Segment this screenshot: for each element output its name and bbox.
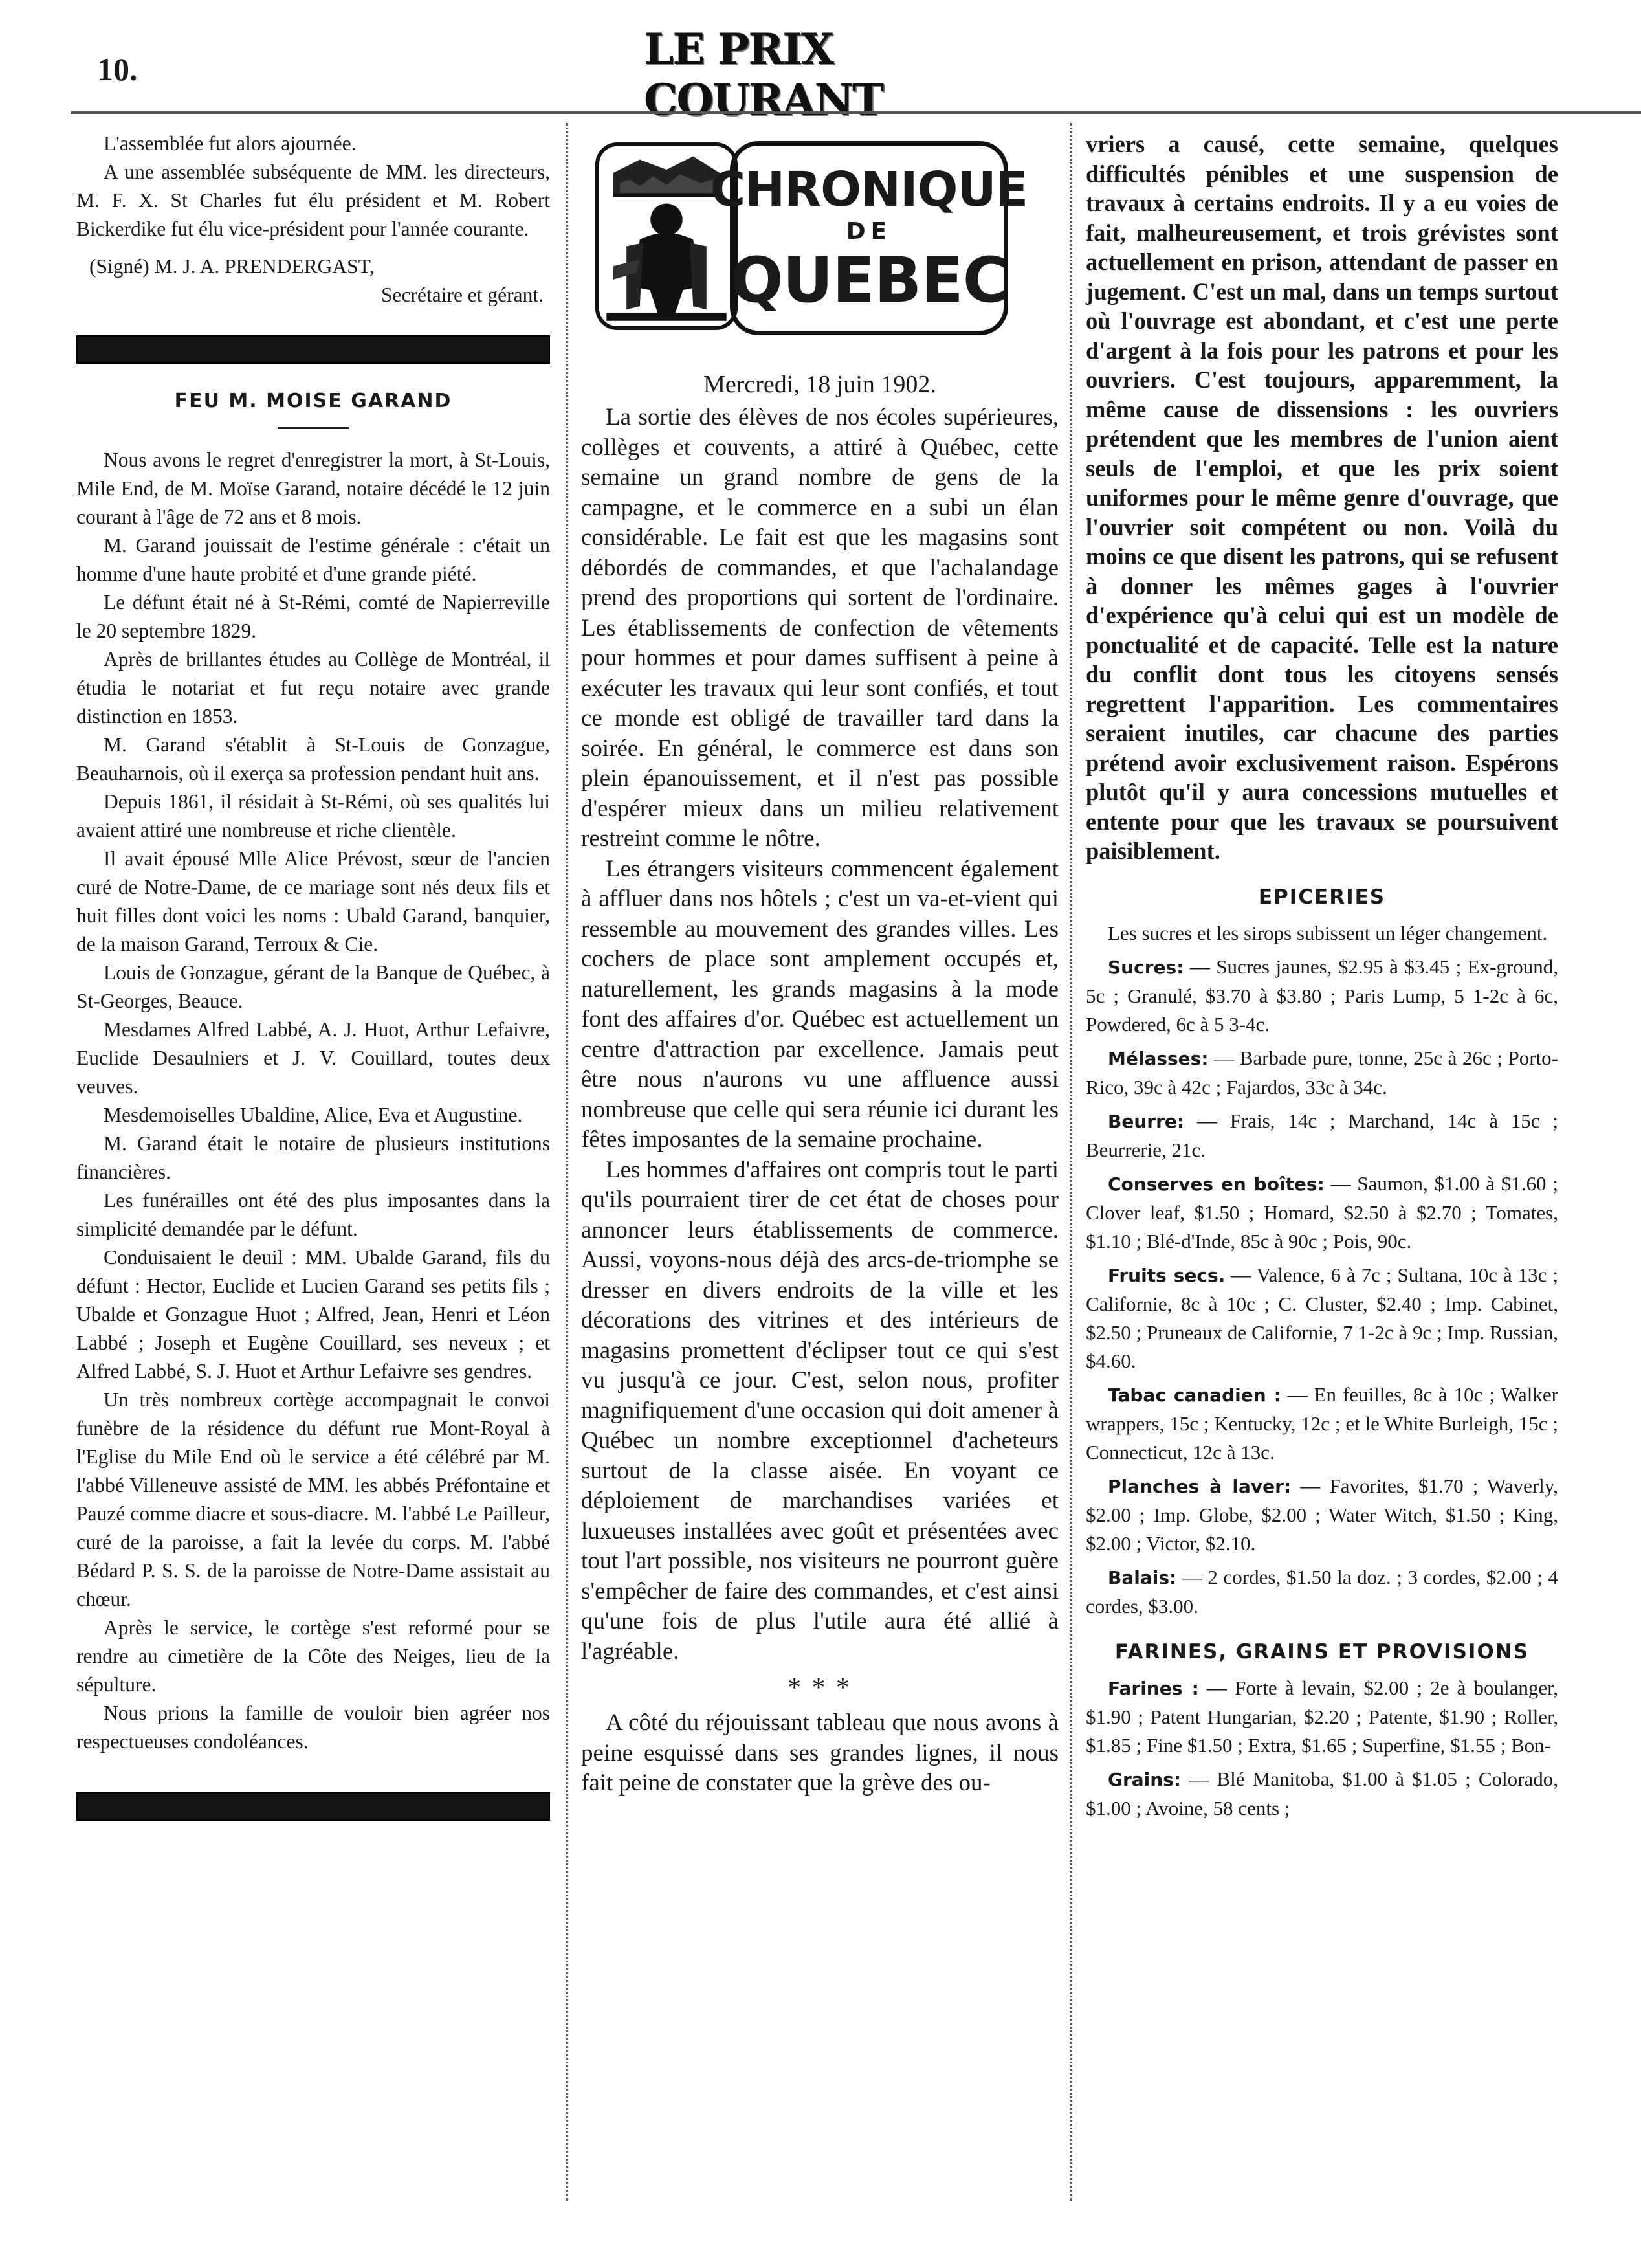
obituary-paragraph: Les funérailles ont été des plus imposantes dans la simplicité demandée par le défunt.: [76, 1189, 550, 1240]
epiceries-intro: Les sucres et les sirops subissent un léger changement.: [1108, 921, 1548, 944]
price-entry: [1086, 1674, 1558, 1760]
heading-rule: [278, 427, 349, 429]
chronique-title-line2: DE: [846, 218, 892, 245]
chronique-closing-paragraph: A côté du réjouissant tableau que nous avons à peine esquissé dans ses grandes lignes, il nous fait peine de constater que la grève des ou-: [581, 1709, 1059, 1796]
chronique-paragraph: La sortie des élèves de nos écoles supérieures, collèges et couvents, a attiré à Québec, cette semaine un grand nombre de gens de la campagne, et le commerce en a subi un élan considérable. Le fait est que les magasins sont débordés de commandes, et que l'achalandage prend des proportions qui sortent de l'ordinaire. Les établissements de confection de vêtements pour hommes et pour dames suffisent à peine à exécuter les travaux qui leur sont confiés, et tout ce monde est obligé de travailler tard dans la soirée. En général, le commerce est dans son plein épanouissement, et il n'est pas possible d'espérer mieux dans un milieu relativement restreint comme le nôtre.: [581, 404, 1059, 852]
obituary-paragraph: Conduisaient le deuil : MM. Ubalde Garand, fils du défunt : Hector, Euclide et Lucien Garand ses petits fils ; Ubalde et Gonzague Huot ; Alfred, Jean, Henri et Léon Labbé ; Joseph et Eugène Couillard, ses neveux ; et Alfred Labbé, S. J. Huot et Arthur Lefaivre ses gendres.: [76, 1246, 550, 1383]
farines-heading: FARINES, GRAINS ET PROVISIONS: [1114, 1640, 1530, 1663]
top-rule: [71, 111, 1641, 114]
chronique-paragraph: Les étrangers visiteurs commencent également à affluer dans nos hôtels ; c'est un va-et-vient qui ressemble au mouvement des grandes villes. Les cochers de place sont amplement occupés et, naturellement, les grands magasins à la mode font des affaires d'or. Québec est actuellement un centre d'attraction par excellence. Jamais peut être nous n'aurons vu une affluence aussi nombreuse que celle qui sera réunie ici durant les fêtes imposantes de la semaine prochaine.: [581, 855, 1059, 1153]
chronique-title-block: [581, 129, 1059, 343]
obituary-paragraph: M. Garand jouissait de l'estime générale : c'était un homme d'une haute probité et d'une grande piété.: [76, 534, 550, 585]
price-entry-label: Conserves en boîtes:: [1108, 1173, 1325, 1195]
price-entry: [1086, 1044, 1558, 1102]
price-entry-text: — En feuilles, 8c à 10c ; Walker wrappers, 15c ; Kentucky, 12c ; et le White Burleigh, 15c ; Connecticut, 12c à 13c.: [1086, 1383, 1559, 1463]
price-entry: [1086, 1472, 1558, 1558]
chronique-title-line3: QUEBEC: [730, 244, 1008, 317]
price-entry-label: Sucres:: [1108, 956, 1184, 978]
chronique-title-line1: CHRONIQUE: [710, 162, 1028, 217]
price-entry-text: — Blé Manitoba, $1.00 à $1.05 ; Colorado, $1.00 ; Avoine, 58 cents ;: [1086, 1767, 1558, 1819]
obituary-heading: FEU M. MOISE GARAND: [174, 390, 452, 412]
price-entry-label: Balais:: [1108, 1566, 1177, 1588]
middle-column: [581, 129, 1059, 1799]
price-entry-label: Fruits secs.: [1108, 1264, 1226, 1286]
obituary-paragraph: Un très nombreux cortège accompagnait le convoi funèbre de la résidence du défunt rue Mont-Royal à l'Eglise du Mile End où le service a été célébré par M. l'abbé Villeneuve assisté de MM. les abbés Préfontaine et Pauzé comme diacre et sous-diacre. M. l'abbé Le Pailleur, curé de la paroisse, a fait la levée du corps. M. l'abbé Bédard P. S. S. de la paroisse de Notre-Dame assistait au chœur.: [76, 1388, 550, 1610]
price-entry-label: Planches à laver:: [1108, 1475, 1292, 1497]
obituary-paragraph: Le défunt était né à St-Rémi, comté de Napierreville le 20 septembre 1829.: [76, 591, 550, 642]
price-entry-label: Tabac canadien :: [1108, 1384, 1281, 1406]
page-number: 10.: [97, 51, 138, 87]
price-entry: [1086, 1381, 1558, 1467]
column-separator-2: [1070, 123, 1072, 2201]
column-separator-1: [566, 123, 568, 2201]
price-entry: [1086, 1563, 1558, 1621]
obituary-paragraph: Il avait épousé Mlle Alice Prévost, sœur de l'ancien curé de Notre-Dame, de ce mariage sont nés deux fils et huit filles dont voici les noms : Ubald Garand, banquier, de la maison Garand, Terroux & Cie.: [76, 847, 550, 955]
section-divider-bar: [76, 335, 550, 364]
asterism-separator: * * *: [787, 1673, 852, 1703]
obituary-paragraph: Nous avons le regret d'enregistrer la mort, à St-Louis, Mile End, de M. Moïse Garand, notaire décédé le 12 juin courant à l'âge de 72 ans et 8 mois.: [76, 449, 550, 528]
price-entry-label: Beurre:: [1108, 1110, 1185, 1132]
price-entry-text: — Forte à levain, $2.00 ; 2e à boulanger, $1.90 ; Patent Hungarian, $2.20 ; Patente, $1.90 ; Roller, $1.85 ; Fine $1.50 ; Extra, $1.65 ; Superfine, $1.55 ; Bon-: [1086, 1676, 1558, 1757]
intro-paragraph: L'assemblée fut alors ajournée.: [104, 132, 357, 155]
price-entry-text: — Valence, 6 à 7c ; Sultana, 10c à 13c ; Californie, 8c à 10c ; C. Cluster, $2.40 ; Imp. Cabinet, $2.50 ; Pruneaux de Californie, 7 1-2c à 9c ; Imp. Russian, $4.60.: [1086, 1263, 1558, 1372]
obituary-paragraph: Depuis 1861, il résidait à St-Rémi, où ses qualités lui avaient attiré une nombreuse et riche clientèle.: [76, 790, 550, 841]
obituary-paragraph: Nous prions la famille de vouloir bien agréer nos respectueuses condoléances.: [76, 1702, 550, 1753]
price-entry-text: — Sucres jaunes, $2.95 à $3.45 ; Ex-ground, 5c ; Granulé, $3.70 à $3.80 ; Paris Lump, 5 1-2c à 6c, Powdered, 6c à 5 3-4c.: [1086, 955, 1558, 1036]
obituary-paragraph: M. Garand était le notaire de plusieurs institutions financières.: [76, 1132, 550, 1183]
signature-role: Secrétaire et gérant.: [381, 284, 544, 306]
section-divider-bar-bottom: [76, 1792, 550, 1821]
price-entry: [1086, 1170, 1558, 1256]
right-column: [1086, 129, 1558, 1823]
epiceries-heading: EPICERIES: [1258, 885, 1386, 909]
price-entry: [1086, 953, 1558, 1039]
left-column: [76, 129, 550, 1844]
price-entry-text: — 2 cordes, $1.50 la doz. ; 3 cordes, $2.00 ; 4 cordes, $3.00.: [1086, 1565, 1558, 1618]
obituary-paragraph: Après de brillantes études au Collège de Montréal, il étudia le notariat et fut reçu notaire avec grande distinction en 1853.: [76, 648, 550, 728]
price-entry-text: — Barbade pure, tonne, 25c à 26c ; Porto-Rico, 39c à 42c ; Fajardos, 33c à 34c.: [1086, 1046, 1558, 1098]
intro-paragraph: A une assemblée subséquente de MM. les directeurs, M. F. X. St Charles fut élu président et M. Robert Bickerdike fut élu vice-président pour l'année courante.: [76, 161, 550, 240]
price-entry: [1086, 1261, 1558, 1375]
price-entry-text: — Favorites, $1.70 ; Waverly, $2.00 ; Imp. Globe, $2.00 ; Water Witch, $1.50 ; King, $2.00 ; Victor, $2.10.: [1086, 1474, 1558, 1555]
obituary-paragraph: M. Garand s'établit à St-Louis de Gonzague, Beauharnois, où il exerça sa profession pendant huit ans.: [76, 733, 550, 784]
price-entry: [1086, 1765, 1558, 1823]
obituary-paragraph: Mesdemoiselles Ubaldine, Alice, Eva et Augustine.: [104, 1104, 523, 1126]
obituary-paragraph: Mesdames Alfred Labbé, A. J. Huot, Arthur Lefaivre, Euclide Desaulniers et J. V. Couillard, toutes deux veuves.: [76, 1018, 550, 1098]
strike-continuation: vriers a causé, cette semaine, quelques difficultés pénibles et une suspension de travaux à certains endroits. Il y a eu voies de fait, malheureusement, et trois grévistes sont actuellement en prison, attendant de passer en jugement. C'est un mal, dans un temps surtout où l'ouvrage est abondant, et c'est une perte d'argent à la fois pour les patrons et pour les ouvriers. C'est toujours, apparemment, la même cause de dissensions : les ouvriers prétendent que les membres de l'union aient seuls de l'emploi, et que les prix soient uniformes pour le même genre d'ouvrage, que l'ouvrier soit compétent ou non. Voilà du moins ce que disent les patrons, qui se refusent à donner les mêmes gages à l'ouvrier d'expérience qu'à celui qui est un modèle de ponctualité et de capacité. Telle est la nature du conflit dont tous les citoyens sensés regrettent l'apparition. Les commentaires seraient inutiles, car chacune des parties prétend avoir exclusivement raison. Espérons plutôt qu'il y aura concessions mutuelles et entente pour que les travaux se poursuivent paisiblement.: [1086, 131, 1558, 864]
obituary-paragraph: Après le service, le cortège s'est reformé pour se rendre au cimetière de la Côte des Neiges, lieu de la sépulture.: [76, 1616, 550, 1696]
signature-name: (Signé) M. J. A. PRENDERGAST,: [89, 255, 375, 278]
price-entry-text: — Saumon, $1.00 à $1.60 ; Clover leaf, $1.50 ; Homard, $2.50 à $2.70 ; Tomates, $1.10 ; Blé-d'Inde, 85c à 90c ; Pois, 90c.: [1086, 1172, 1558, 1252]
price-entry-label: Mélasses:: [1108, 1047, 1209, 1069]
price-entry: [1086, 1107, 1558, 1164]
chronique-date: Mercredi, 18 juin 1902.: [703, 371, 936, 398]
masthead: LE PRIX COURANT: [644, 23, 883, 125]
price-entry-label: Farines :: [1108, 1677, 1199, 1699]
obituary-body: [76, 446, 550, 1756]
price-entry-text: — Frais, 14c ; Marchand, 14c à 15c ; Beurrerie, 21c.: [1086, 1109, 1558, 1161]
signature: [89, 252, 550, 309]
obituary-paragraph: Louis de Gonzague, gérant de la Banque de Québec, à St-Georges, Beauce.: [76, 961, 550, 1012]
chronique-title-frame: [710, 141, 1028, 335]
chronique-paragraph: Les hommes d'affaires ont compris tout le parti qu'ils pourraient tirer de cet état de choses pour annoncer leurs établissements de commerce. Aussi, voyons-nous déjà des arcs-de-triomphe se dresser en divers endroits de la ville et les décorations des vitrines et des intérieurs de magasins promettent d'éclipser tout ce qui s'est vu jusqu'à ce jour. C'est, selon nous, profiter magnifiquement d'une occasion qui doit amener à Québec un nombre exceptionnel d'acheteurs surtout de la classe aisée. En voyant ce déploiement de marchandises variées et luxueuses installées avec goût et présentées avec tout l'art possible, nos visiteurs ne pourront guère s'empêcher de faire des commandes, et c'est ainsi qu'une fois de plus l'utile aura été allié à l'agréable.: [581, 1156, 1059, 1665]
price-entry-label: Grains:: [1108, 1768, 1182, 1790]
